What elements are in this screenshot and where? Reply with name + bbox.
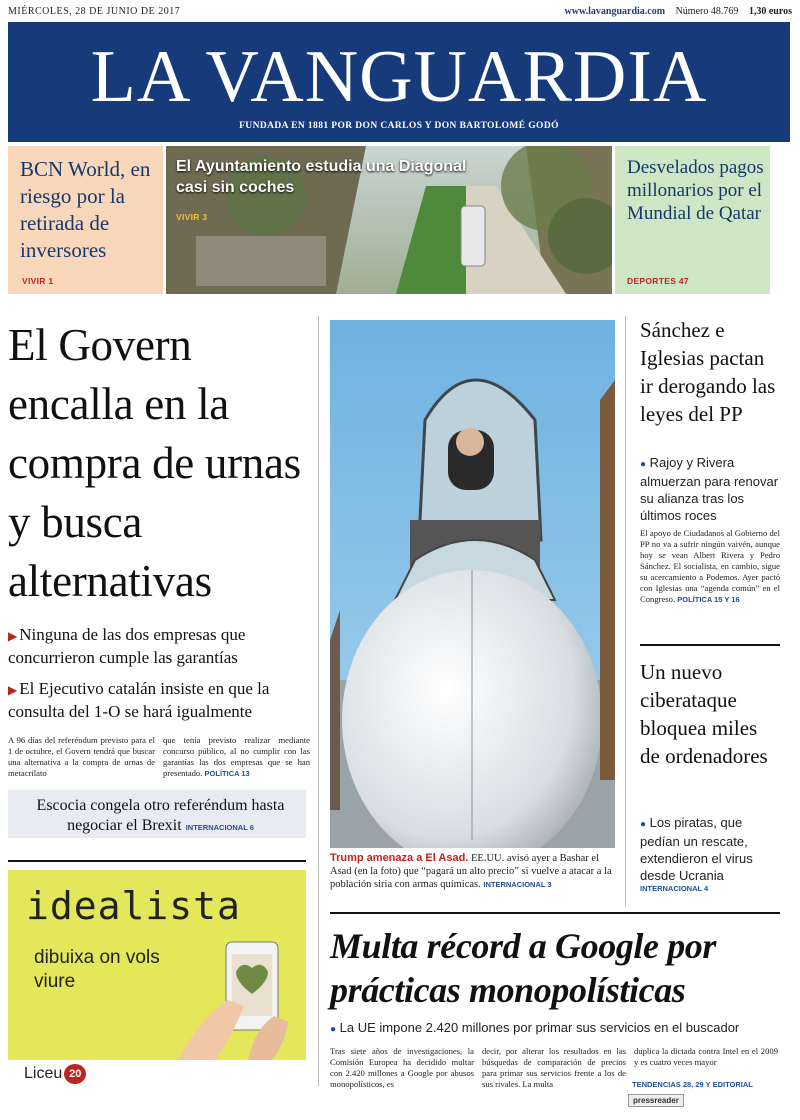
google-section[interactable]: TENDENCIAS 28, 29 Y EDITORIAL [632, 1080, 753, 1089]
scotland-section: INTERNACIONAL 6 [185, 823, 254, 832]
masthead-founded: FUNDADA EN 1881 POR DON CARLOS Y DON BARTOLOMÉ GODÓ [239, 121, 559, 131]
scotland-title [18, 796, 303, 838]
pressreader-badge[interactable] [628, 1094, 778, 1114]
divider [330, 912, 780, 914]
bullet-text: Los piratas, que pedían un rescate, extendieron el virus desde Ucrania [640, 815, 753, 883]
fighter-jet-image [330, 320, 615, 848]
phone-hand-illustration [8, 870, 306, 1060]
google-body-col3: duplica la dictada contra Intel en el 2009 y es cuatro veces mayor [634, 1046, 778, 1067]
scotland-box[interactable] [8, 790, 306, 838]
teaser-section: VIVIR 1 [22, 276, 54, 286]
bullet-text: Rajoy y Rivera almuerzan para renovar su alianza tras los últimos roces [640, 455, 779, 523]
issue-number: Número 48.769 [675, 6, 739, 17]
bullet-text: El Ejecutivo catalán insiste en que la consulta del 1-O se hará igualmente [8, 679, 270, 721]
main-body-col2-text: que tenía previsto realizar mediante concurso público, al no cumplir con las garantías las dos empresas que se han presentado. [163, 735, 310, 778]
right-bullet-2 [640, 814, 780, 884]
liceu-label: Liceu [24, 1065, 63, 1083]
teaser-title: El Ayuntamiento estudia una Diagonal casi sin coches [176, 158, 467, 196]
liceu-badge: 20 [64, 1064, 86, 1084]
teaser-title: BCN World, en riesgo por la retirada de inversores [20, 157, 151, 262]
liceu-ad[interactable] [24, 1064, 86, 1084]
right-section-2[interactable]: INTERNACIONAL 4 [640, 884, 709, 893]
ad-brand: idealista [26, 884, 241, 928]
caption-text: EE.UU. avisó ayer a Bashar el Asad (en la foto) que “pagará un alto precio” si vuelve a atacar a la población siria con armas químicas. [330, 853, 612, 890]
main-body [8, 735, 310, 779]
ad-tagline: dibuixa on vols viure [34, 947, 160, 992]
pressreader-logo: pressreader [628, 1094, 684, 1107]
main-body-col1: A 96 días del referéndum previsto para el 1 de octubre, el Govern tendrá que buscar una alternativa a la compra de urnas de metacrilato [8, 735, 155, 778]
divider [8, 860, 306, 862]
issue-info [565, 6, 793, 17]
google-body-col1: Tras siete años de investigaciones, la Comisión Europea ha decidido multar con 2.420 millones a Google por abusos monopolísticos, es [330, 1046, 474, 1089]
idealista-ad[interactable] [8, 870, 306, 1060]
jet-photo[interactable] [330, 320, 615, 848]
google-bullet [330, 1020, 780, 1035]
teaser-section: VIVIR 3 [176, 212, 208, 222]
bullet-dot-icon: ● [640, 459, 647, 470]
divider [640, 644, 780, 646]
main-body-col2 [163, 735, 310, 779]
right-bullet-1 [640, 454, 780, 524]
bullet-text: Ninguna de las dos empresas que concurrieron cumple las garantías [8, 625, 246, 667]
newspaper-logo: LA VANGUARDIA [90, 36, 708, 118]
column-divider [318, 316, 319, 1086]
bullet-dot-icon: ● [330, 1024, 337, 1035]
triangle-bullet-icon: ▶ [8, 683, 18, 697]
issue-price: 1,30 euros [748, 6, 792, 17]
right-section-1[interactable]: POLÍTICA 15 Y 16 [677, 595, 740, 604]
main-bullet-1 [8, 624, 308, 668]
scotland-title-text: Escocia congela otro referéndum hasta negociar el Brexit [36, 797, 285, 834]
bullet-dot-icon: ● [640, 819, 647, 830]
column-divider [625, 316, 626, 906]
main-bullet-2 [8, 678, 308, 722]
right-body-1 [640, 528, 780, 605]
top-info-bar [8, 6, 792, 20]
caption-section[interactable]: INTERNACIONAL 3 [483, 880, 552, 889]
right-headline-1[interactable]: Sánchez e Iglesias pactan ir derogando las leyes del PP [640, 318, 776, 426]
google-headline[interactable]: Multa récord a Google por prácticas monopolísticas [330, 926, 717, 1010]
teaser-section: DEPORTES 47 [627, 276, 689, 286]
site-url[interactable]: www.lavanguardia.com [564, 6, 666, 17]
bullet-text: La UE impone 2.420 millones por primar sus servicios en el buscador [339, 1020, 740, 1035]
google-body-col2: decir, por alterar los resultados en las búsquedas de comparación de precios para primar sus servicios frente a los de sus rivales. La multa [482, 1046, 626, 1089]
teaser-diagonal[interactable] [166, 146, 612, 294]
teaser-title: Desvelados pagos millonarios por el Mundial de Qatar [627, 157, 764, 224]
teaser-bcn-world[interactable] [8, 146, 163, 294]
right-body-text: El apoyo de Ciudadanos al Gobierno del PP no va a sufrir ningún vaivén, aunque hoy se vean Albert Rivera y Pedro Sánchez. El socialista, en cambio, sigue su acercamiento a Podemos. Ayer pactó con Iglesias una “agenda común” en el Congreso. [640, 528, 780, 604]
caption-lead: Trump amenaza a El Asad. [330, 852, 469, 864]
main-headline[interactable]: El Govern encalla en la compra de urnas y busca alternativas [8, 320, 301, 606]
issue-date: MIÉRCOLES, 28 DE JUNIO DE 2017 [8, 6, 181, 17]
triangle-bullet-icon: ▶ [8, 629, 18, 643]
photo-caption [330, 852, 615, 891]
main-section[interactable]: POLÍTICA 13 [204, 769, 250, 778]
masthead [8, 22, 790, 142]
right-headline-2[interactable]: Un nuevo ciberataque bloquea miles de ordenadores [640, 660, 768, 768]
teaser-qatar[interactable] [615, 146, 770, 294]
